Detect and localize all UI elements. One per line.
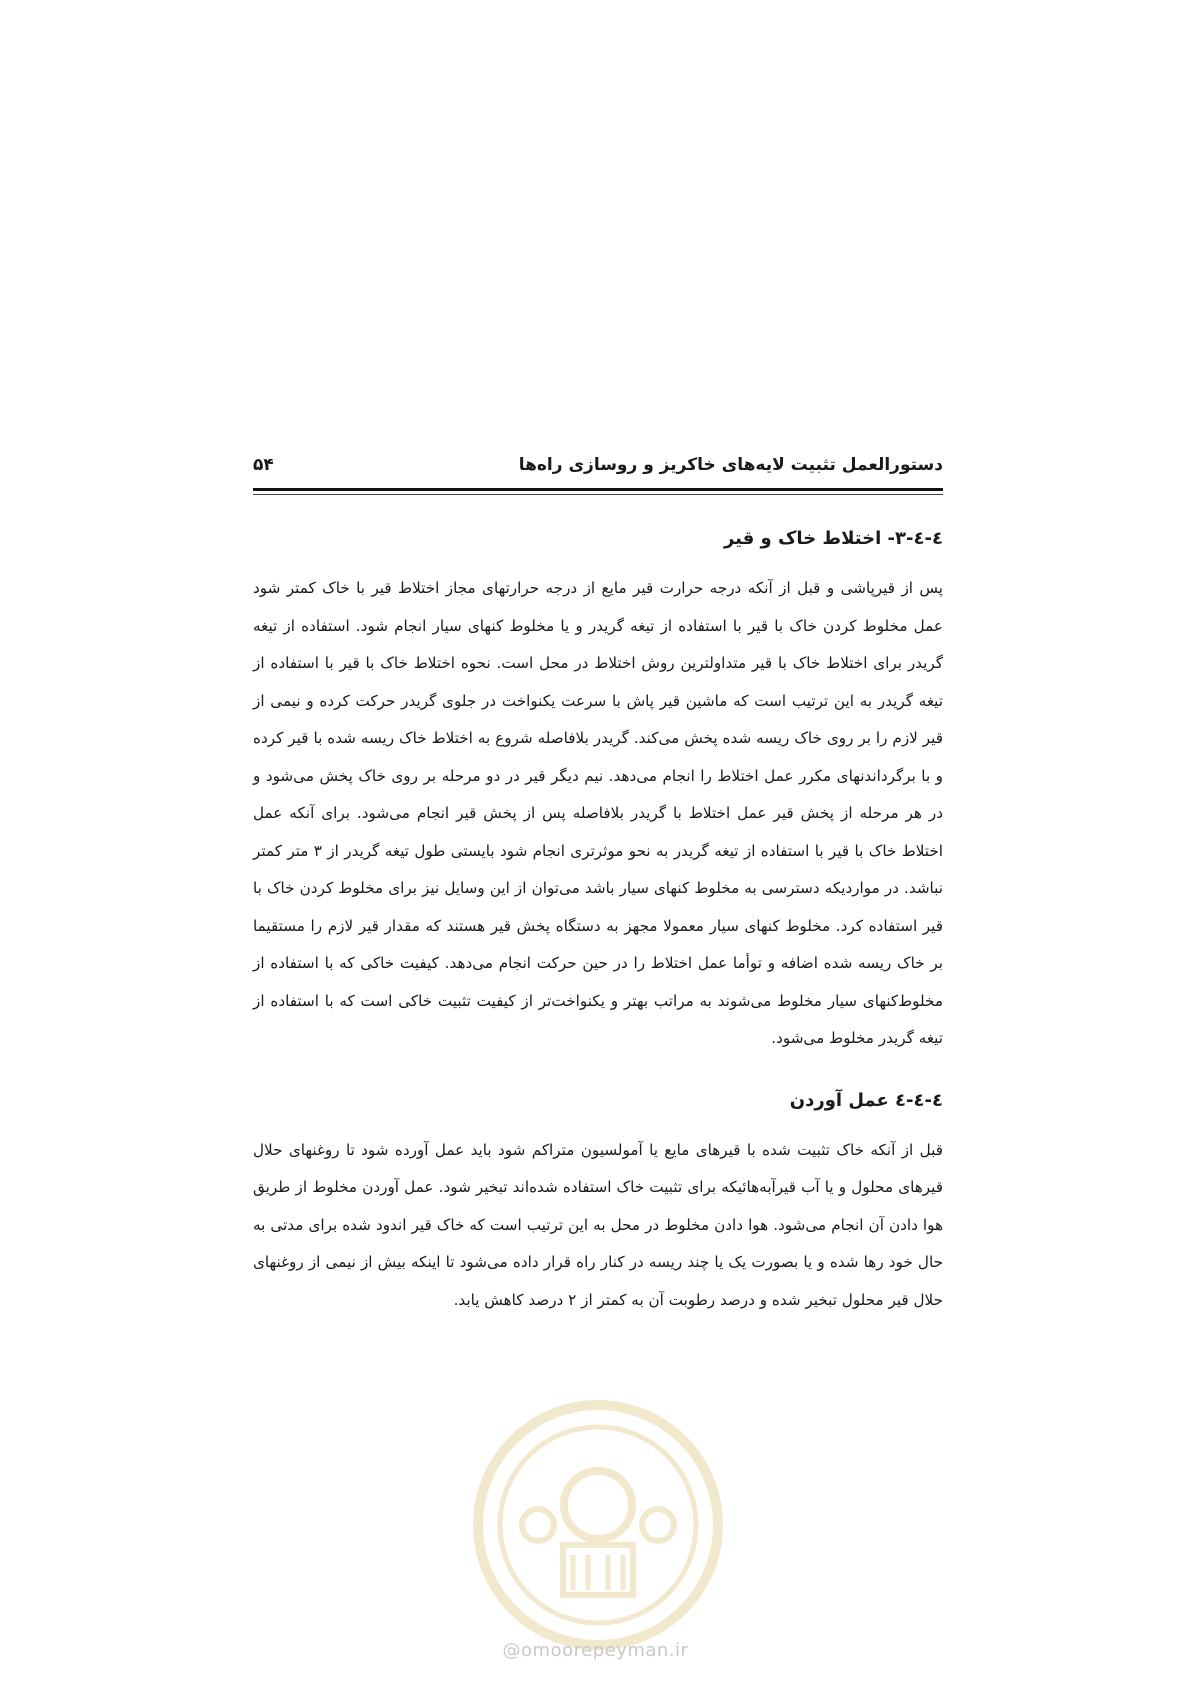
section-paragraph: پس از قیرپاشی و قبل از آنکه درجه حرارت قیر مایع از درجه حرارتهای مجاز اختلاط قیر با خاک کمتر شود عمل مخلوط کردن خاک با قیر با استفاده از تیغه گریدر و یا مخلوط کنهای سیار انجام شود. استفاده از تیغه گریدر برای اختلاط خاک با قیر متداولترین روش اختلاط در محل است. نحوه اختلاط خاک با قیر با استفاده از تیغه گریدر به این ترتیب است که ماشین قیر پاش با سرعت یکنواخت در جلوی گریدر حرکت کرده و نیمی از قیر لازم را بر روی خاک ریسه شده پخش می‌کند. گریدر بلافاصله شروع به اختلاط خاک ریسه شده با قیر کرده و با برگرداندنهای مکرر عمل اختلاط را انجام می‌دهد. نیم دیگر قیر در دو مرحله بر روی خاک پخش می‌شود و در هر مرحله از پخش قیر عمل اختلاط با گریدر بلافاصله پس از پخش قیر انجام می‌شود. برای آنکه عمل اختلاط خاک با قیر با استفاده از تیغه گریدر به نحو موثرتری انجام شود بایستی طول تیغه گریدر از ۳ متر کمتر نباشد. در مواردیکه دسترسی به مخلوط کنهای سیار باشد می‌توان از این وسایل نیز برای مخلوط کردن خاک با قیر استفاده کرد. مخلوط کنهای سیار معمولا مجهز به دستگاه پخش قیر هستند که مقدار قیر لازم را مستقیما بر خاک ریسه شده اضافه و توأما عمل اختلاط را در حین حرکت انجام می‌دهد. کیفیت خاکی که با استفاده از مخلوط‌کنهای سیار مخلوط می‌شوند به مراتب بهتر و یکنواخت‌تر از کیفیت تثبیت خاکی است که با استفاده از تیغه گریدر مخلوط می‌شود. — [253, 579, 943, 1047]
page-content — [253, 520, 943, 1343]
running-title: دستورالعمل تثبیت لایه‌های خاکریز و روسازی راه‌ها — [518, 455, 943, 475]
header-rule — [253, 488, 943, 491]
page-number: ۵۴ — [253, 455, 274, 475]
seal-icon — [468, 1395, 728, 1655]
header-rule-thin — [253, 494, 943, 495]
section-heading: ٤-٤-٣- اختلاط خاک و قیر — [723, 528, 943, 549]
section-paragraph: قبل از آنکه خاک تثبیت شده با قیرهای مایع یا آمولسیون متراکم شود باید عمل آورده شود تا روغنهای حلال قیرهای محلول و یا آب قیرآبه‌هائیکه برای تثبیت خاک استفاده شده‌اند تبخیر شود. عمل آوردن مخلوط از طریق هوا دادن آن انجام می‌شود. هوا دادن مخلوط در محل به این ترتیب است که خاک قیر اندود شده برای مدتی به حال خود رها شده و یا بصورت یک یا چند ریسه در کنار راه قرار داده می‌شود تا اینکه بیش از نیمی از روغنهای حلال قیر محلول تبخیر شده و درصد رطوبت آن به کمتر از ۲ درصد کاهش یابد. — [253, 1140, 943, 1309]
section-soil-bitumen-mixing — [253, 520, 943, 1058]
page-header — [253, 455, 943, 483]
section-heading: ٤-٤-٤ عمل آوردن — [789, 1089, 943, 1111]
watermark-url: @omoorepeyman.ir — [502, 1640, 689, 1661]
section-curing — [253, 1082, 943, 1320]
